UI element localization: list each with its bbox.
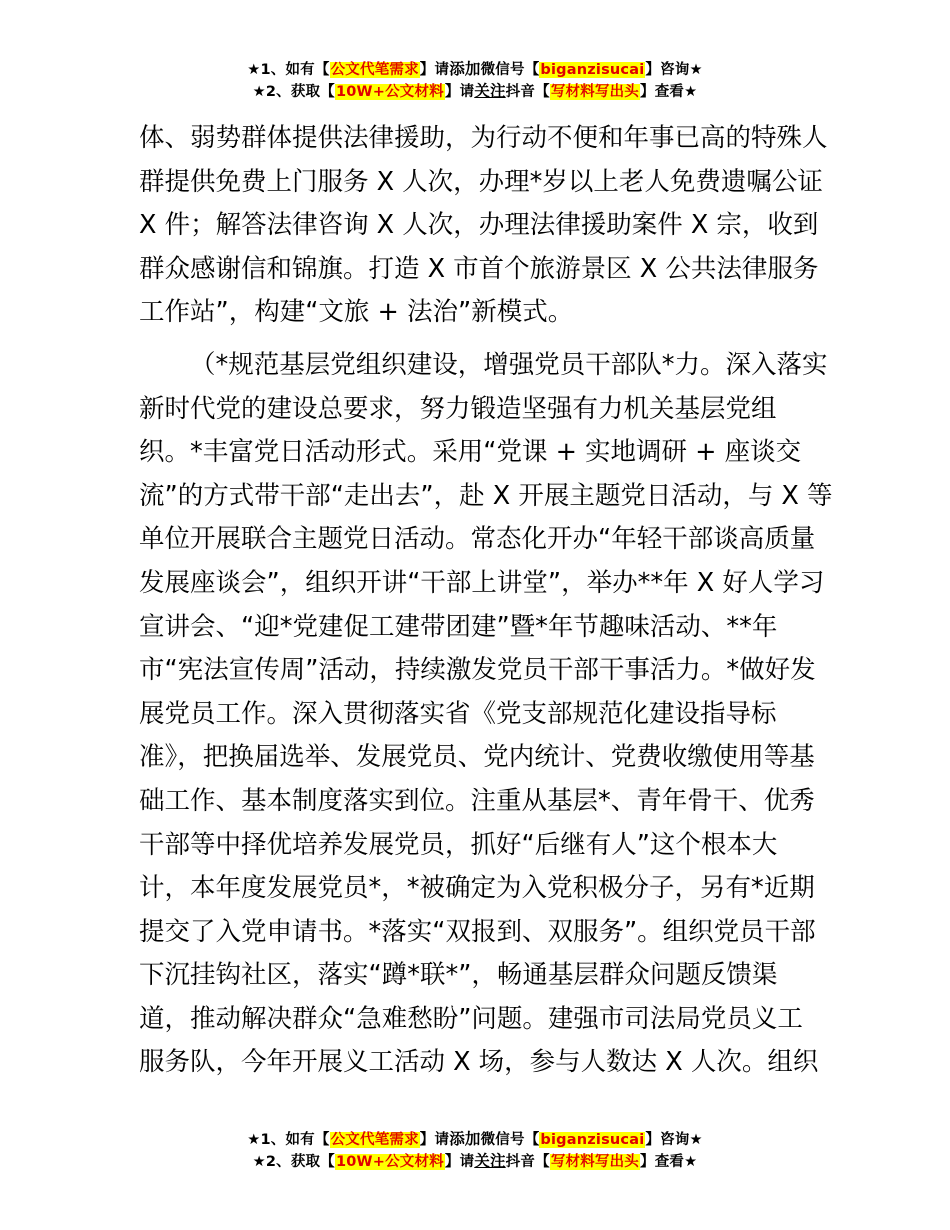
text-line: 提交了入党申请书。*落实“双报到、双服务”。组织党员干部 — [139, 916, 816, 947]
highlight-wechat-id: biganzisucai — [540, 62, 645, 78]
footer-emphasis: 关注 — [474, 1152, 506, 1170]
highlight-service: 公文代笔需求 — [330, 1132, 419, 1148]
footer-text: 微信号【 — [480, 1132, 540, 1148]
text-line: 群提供免费上门服务 X 人次，办理*岁以上老人免费遗嘱公证 — [139, 166, 823, 197]
text-line: 织。*丰富党日活动形式。采用“党课 + 实地调研 + 座谈交 — [139, 437, 802, 468]
footer-text: 】查看★ — [640, 1154, 698, 1170]
text-line: 单位开展联合主题党日活动。常态化开办“年轻干部谈高质量 — [139, 524, 816, 555]
text-line: 道，推动解决群众“急难愁盼”问题。建强市司法局党员义工 — [139, 1003, 803, 1034]
header-text: 微信号【 — [480, 62, 540, 78]
text-line: 展党员工作。深入贯彻落实省《党支部规范化建设指导标 — [139, 698, 777, 729]
text-line: 体、弱势群体提供法律援助，为行动不便和年事已高的特殊人 — [139, 123, 828, 153]
footer-line-1 — [0, 1129, 950, 1151]
highlight-materials: 10W+公文材料 — [335, 1154, 444, 1170]
paragraph-2 — [139, 344, 833, 1085]
footer-emphasis: 添加 — [449, 1130, 481, 1148]
header-text: 】请 — [419, 62, 450, 78]
highlight-materials: 10W+公文材料 — [335, 84, 444, 100]
highlight-douyin-id: 写材料写出头 — [550, 1154, 640, 1170]
footer-text: 】请 — [419, 1132, 450, 1148]
paragraph-1 — [139, 117, 828, 335]
text-line: 干部等中择优培养发展党员，抓好“后继有人”这个根本大 — [139, 829, 778, 860]
text-line: （*规范基层党组织建设，增强党员干部队*力。深入落实 — [190, 349, 828, 380]
text-line: 计，本年度发展党员*，*被确定为入党积极分子，另有*近期 — [139, 873, 815, 904]
text-line: 准》，把换届选举、发展党员、党内统计、党费收缴使用等基 — [139, 742, 815, 773]
header-text: 】请 — [444, 84, 475, 100]
header-banner — [0, 59, 950, 103]
header-line-2 — [0, 81, 950, 103]
text-line: X 件；解答法律咨询 X 人次，办理法律援助案件 X 宗，收到 — [139, 210, 819, 241]
text-line: 础工作、基本制度落实到位。注重从基层*、青年骨干、优秀 — [139, 785, 815, 816]
header-text: 抖音【 — [505, 84, 550, 100]
highlight-service: 公文代笔需求 — [330, 62, 419, 78]
footer-line-2 — [0, 1151, 950, 1173]
footer-banner — [0, 1129, 950, 1173]
header-emphasis: 添加 — [449, 60, 481, 78]
text-line: 群众感谢信和锦旗。打造 X 市首个旅游景区 X 公共法律服务 — [139, 253, 819, 284]
header-line-1 — [0, 59, 950, 81]
header-emphasis: 关注 — [474, 82, 506, 100]
text-line: 市“宪法宣传周”活动，持续激发党员干部干事活力。*做好发 — [139, 655, 816, 686]
text-line: 宣讲会、“迎*党建促工建带团建”暨*年节趣味活动、**年 — [139, 611, 778, 642]
footer-text: 】咨询★ — [645, 1132, 703, 1148]
header-text: 】咨询★ — [645, 62, 703, 78]
text-line: 发展座谈会”，组织开讲“干部上讲堂”，举办**年 X 好人学习 — [139, 567, 825, 598]
document-body — [139, 117, 833, 1085]
footer-text: 抖音【 — [505, 1154, 550, 1170]
text-line: 新时代党的建设总要求，努力锻造坚强有力机关基层党组 — [139, 393, 777, 424]
header-text: ★1、如有【 — [247, 62, 330, 78]
footer-text: ★1、如有【 — [247, 1132, 330, 1148]
header-text: 】查看★ — [640, 84, 698, 100]
highlight-wechat-id: biganzisucai — [540, 1132, 645, 1148]
footer-text: 】请 — [444, 1154, 475, 1170]
highlight-douyin-id: 写材料写出头 — [550, 84, 640, 100]
header-text: ★2、获取【 — [252, 84, 335, 100]
footer-text: ★2、获取【 — [252, 1154, 335, 1170]
text-line: 流”的方式带干部“走出去”，赴 X 开展主题党日活动，与 X 等 — [139, 480, 833, 511]
text-line: 下沉挂钩社区，落实“蹲*联*”，畅通基层群众问题反馈渠 — [139, 960, 778, 991]
text-line: 服务队，今年开展义工活动 X 场，参与人数达 X 人次。组织 — [139, 1047, 819, 1078]
text-line: 工作站”，构建“文旅 + 法治”新模式。 — [139, 297, 574, 328]
